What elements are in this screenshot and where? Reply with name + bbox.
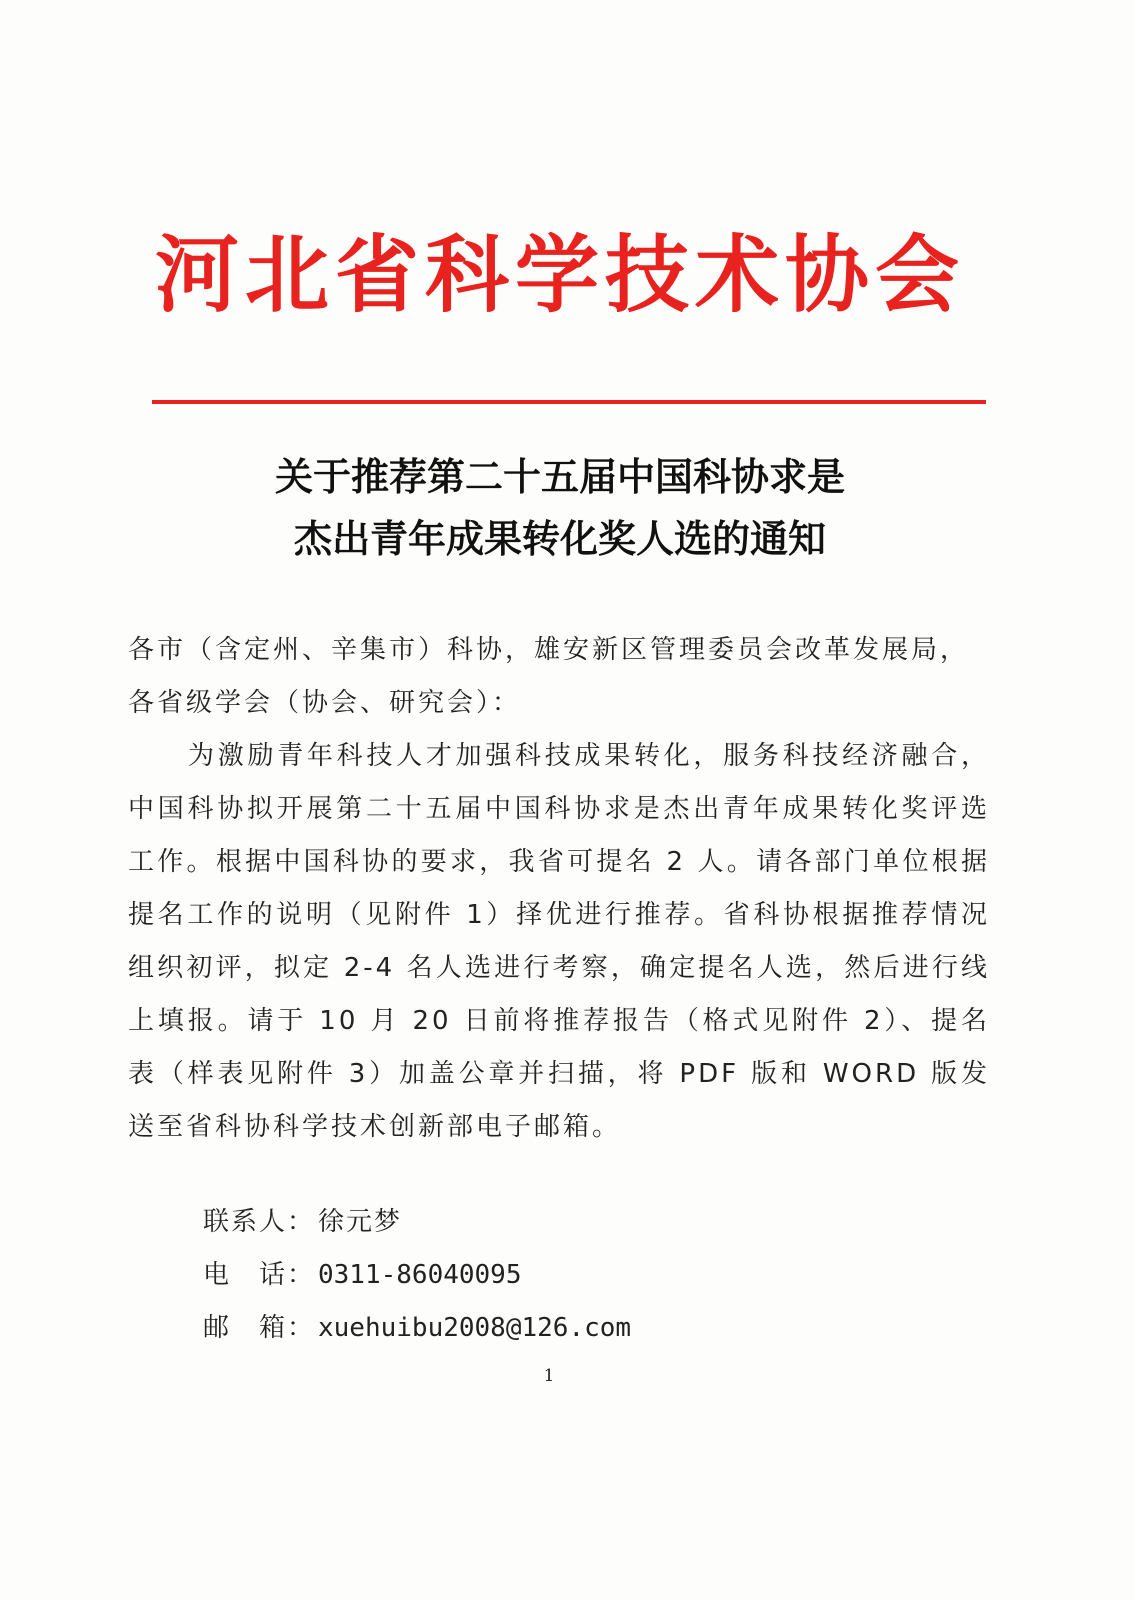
contact-block: [203, 1196, 903, 1355]
body-paragraph: 为激励青年科技人才加强科技成果转化，服务科技经济融合，中国科协拟开展第二十五届中国科协求是杰出青年成果转化奖评选工作。根据中国科协的要求，我省可提名 2 人。请各部门单位根据提名工作的说明（见附件 1）择优进行推荐。省科协根据推荐情况组织初评，拟定 2-4 名人选进行考察，确定提名人选，然后进行线上填报。请于 10 月 20 日前将推荐报告（格式见附件 2）、提名表（样表见附件 3）加盖公章并扫描，将 PDF 版和 WORD 版发送至省科协科学技术创新部电子邮箱。: [128, 741, 990, 1142]
contact-email-label: 邮 箱：: [203, 1313, 316, 1343]
page-number: 1: [543, 1366, 555, 1386]
contact-person-value: 徐元梦: [318, 1207, 403, 1237]
contact-email-row: [203, 1302, 903, 1355]
document-body: [128, 624, 990, 1154]
document-title: [150, 446, 970, 570]
masthead-organization: 河北省科学技术协会: [154, 225, 965, 324]
contact-phone-value: 0311-86040095: [318, 1260, 522, 1290]
contact-person-label: 联系人：: [203, 1207, 316, 1237]
salutation: 各市（含定州、辛集市）科协，雄安新区管理委员会改革发展局，各省级学会（协会、研究会）：: [128, 635, 970, 718]
title-line-2: 杰出青年成果转化奖人选的通知: [293, 516, 826, 561]
contact-email-value: xuehuibu2008@126.com: [318, 1313, 632, 1343]
contact-phone-row: [203, 1249, 903, 1302]
title-line-1: 关于推荐第二十五届中国科协求是: [274, 454, 845, 499]
contact-phone-label: 电 话：: [203, 1260, 316, 1290]
contact-person-row: [203, 1196, 903, 1249]
red-divider-line: [152, 400, 986, 404]
